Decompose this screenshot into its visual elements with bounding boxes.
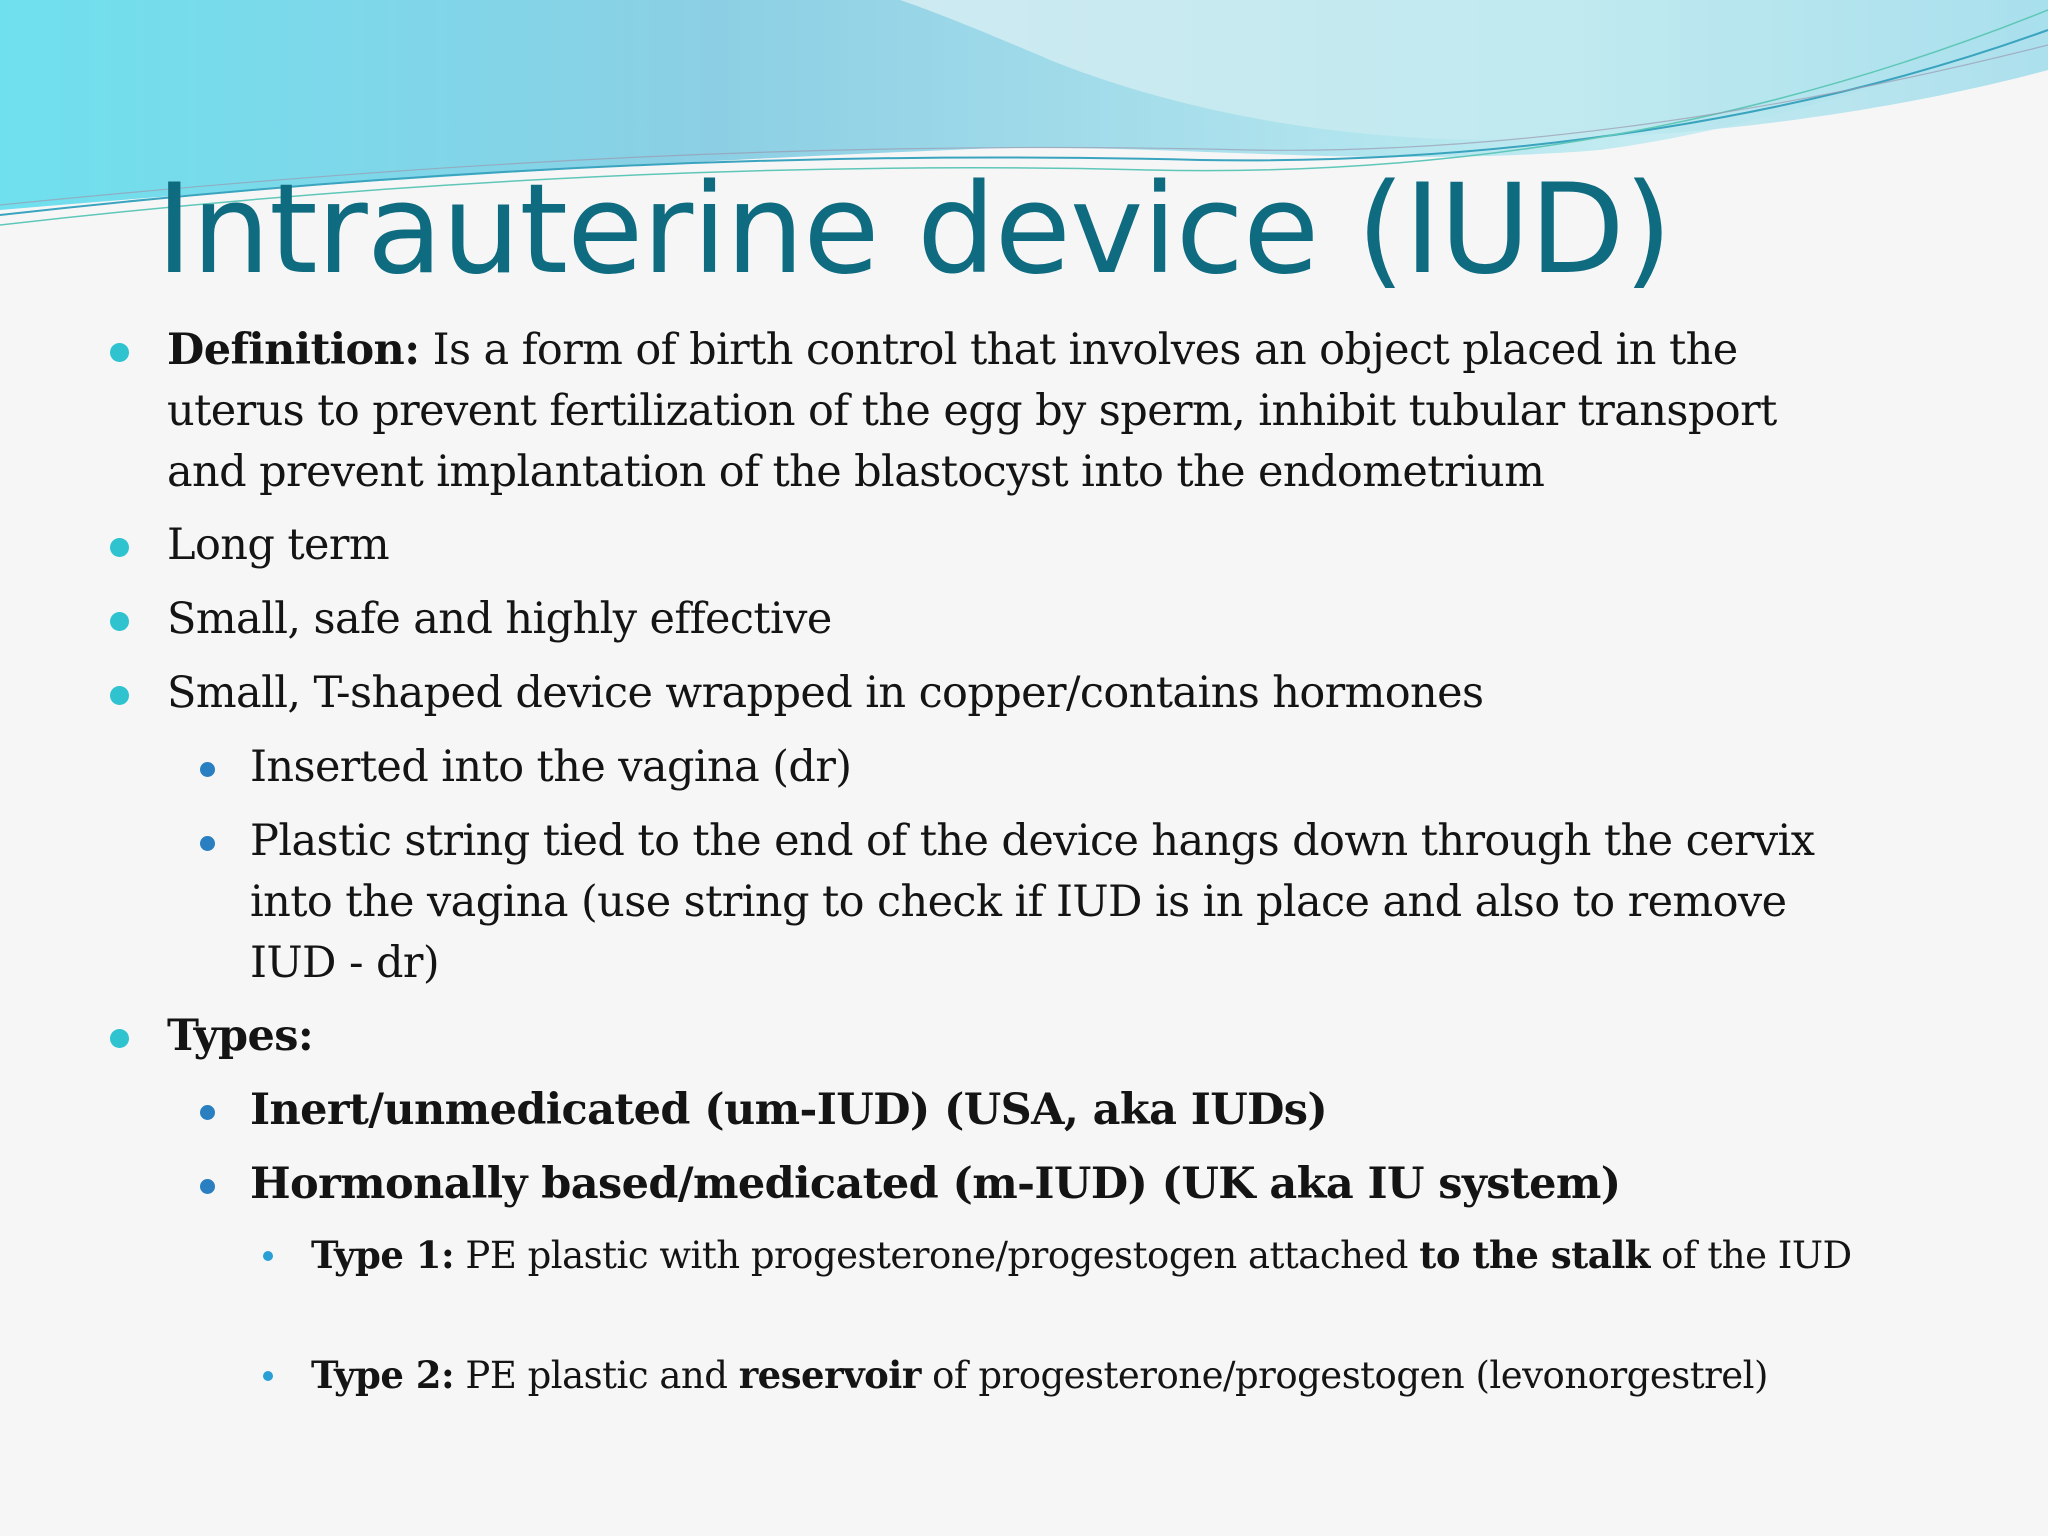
bullet-dot-icon (110, 343, 129, 362)
type2-text-b: of progesterone/progestogen (levonorgestrel) (920, 1354, 1768, 1397)
t-shaped-text: Small, T-shaped device wrapped in copper/contains hormones (167, 668, 1484, 718)
inserted-text: Inserted into the vagina (dr) (250, 742, 852, 792)
type2-label: Type 2: (311, 1353, 455, 1397)
definition-text: Is a form of birth control that involves an object placed in the uterus to prevent fertilization of the egg by sperm, inhibit tubular transport and prevent implantation of the blastocyst into the endometrium (167, 325, 1777, 497)
bullet-small-safe (167, 589, 1867, 650)
sub-bullet-plastic-string (250, 811, 1880, 994)
inert-text: Inert/unmedicated (um-IUD) (USA, aka IUDs) (250, 1085, 1328, 1135)
bullet-dot-icon (110, 538, 129, 557)
bullet-dot-icon (110, 686, 129, 705)
sub-bullet-dot-icon (200, 836, 215, 851)
sub-bullet-inserted (250, 737, 1880, 798)
sub-bullet-dot-icon (200, 1105, 215, 1120)
sub-sub-bullet-type1 (311, 1228, 1861, 1283)
bullet-dot-icon (110, 1029, 129, 1048)
sub-sub-bullet-type2 (311, 1348, 1861, 1403)
bullet-dot-icon (110, 612, 129, 631)
sub-bullet-dot-icon (200, 762, 215, 777)
sub-sub-bullet-dot-icon (263, 1251, 273, 1261)
bullet-definition (167, 320, 1867, 503)
bullet-long-term (167, 515, 1867, 576)
types-label: Types: (167, 1011, 314, 1061)
type1-text-b: of the IUD (1649, 1234, 1852, 1277)
small-safe-text: Small, safe and highly effective (167, 594, 832, 644)
type1-label: Type 1: (311, 1233, 455, 1277)
bullet-t-shaped (167, 663, 1867, 724)
type1-bold: to the stalk (1419, 1233, 1650, 1277)
slide-title: Intrauterine device (IUD) (156, 158, 1672, 302)
sub-bullet-inert (250, 1080, 1880, 1141)
sub-bullet-dot-icon (200, 1179, 215, 1194)
sub-bullet-hormonal (250, 1154, 1880, 1215)
type1-text-a: PE plastic with progesterone/progestogen attached (454, 1234, 1420, 1277)
type2-text-a: PE plastic and (454, 1354, 739, 1397)
sub-sub-bullet-dot-icon (263, 1371, 273, 1381)
definition-label: Definition: (167, 325, 420, 375)
hormonal-text: Hormonally based/medicated (m-IUD) (UK aka IU system) (250, 1159, 1621, 1209)
long-term-text: Long term (167, 520, 389, 570)
plastic-string-text: Plastic string tied to the end of the device hangs down through the cervix into the vagina (use string to check if IUD is in place and also to remove IUD - dr) (250, 816, 1815, 988)
type2-bold: reservoir (738, 1353, 921, 1397)
bullet-types (167, 1006, 1867, 1067)
